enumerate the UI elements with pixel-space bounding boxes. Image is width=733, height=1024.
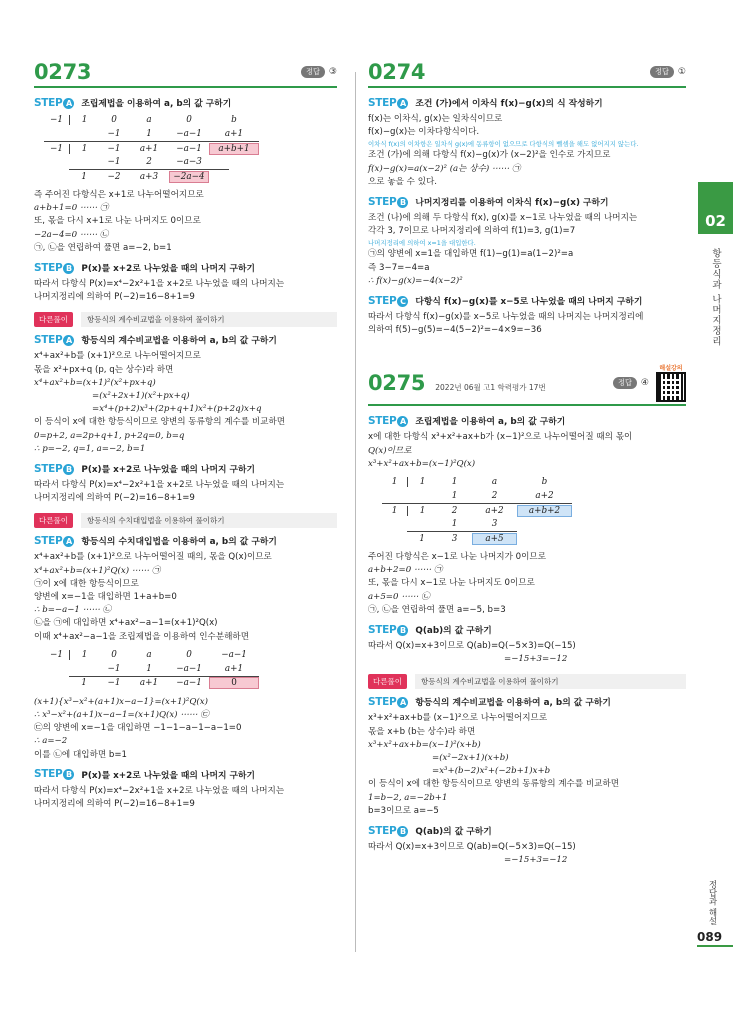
problem-number: 0273: [34, 60, 92, 84]
cell: −1: [50, 143, 63, 154]
answer-section-label: 정답과 해설: [707, 880, 717, 926]
step-title: 나머지정리를 이용하여 이차식 f(x)−g(x) 구하기: [415, 198, 609, 209]
table-row: [382, 503, 572, 517]
problem-header-0274: [368, 60, 686, 88]
cell: 2: [451, 505, 458, 516]
cell: a: [491, 477, 498, 488]
cell: −a−1: [176, 663, 202, 674]
solution-line: =(x²+2x+1)(x²+px+q): [92, 391, 190, 402]
solution-line: ㉠, ㉡을 연립하여 풀면 a=−2, b=1: [34, 242, 172, 253]
solution-line: ∴ a=−2: [34, 736, 68, 747]
solution-line: x³+x²+ax+b=(x−1)²Q(x): [368, 458, 476, 469]
left-column: [34, 60, 337, 811]
step-title: 항등식의 계수비교법을 이용하여 a, b의 값 구하기: [81, 336, 277, 347]
cell: a: [146, 649, 152, 660]
cell: 1: [146, 663, 152, 674]
cell: 0: [186, 115, 192, 125]
solution-line: 따라서 Q(x)=x+3이므로 Q(ab)=Q(−5×3)=Q(−15): [368, 842, 576, 853]
solution-line: ∴ f(x)−g(x)=−4(x−2)²: [368, 275, 463, 286]
problem-header-0273: [34, 60, 337, 88]
cell: 0: [111, 649, 117, 660]
alt-solution-tag: 다른풀이: [34, 312, 73, 327]
solution-line: 1=b−2, a=−2b+1: [368, 792, 448, 803]
solution-line: =−15+3=−12: [504, 855, 568, 866]
solution-line: 또, 몫을 다시 x−1로 나눈 나머지도 0이므로: [368, 578, 535, 589]
step-title: 조립제법을 이용하여 a, b의 값 구하기: [81, 99, 232, 109]
step-title: P(x)를 x+2로 나누었을 때의 나머지 구하기: [81, 465, 256, 476]
step-a-heading: [34, 534, 337, 547]
cell: 1: [391, 505, 398, 516]
step-b-tag: STEP B: [34, 768, 74, 780]
solution-line: ㉠, ㉡을 연립하여 풀면 a=−5, b=3: [368, 604, 506, 615]
step-a-heading: [34, 333, 337, 346]
cell: 3: [451, 533, 458, 544]
chapter-title: 항등식과 나머지정리: [710, 248, 721, 347]
cell: 1: [451, 477, 458, 488]
step-b-heading: [368, 195, 686, 208]
right-column: [368, 60, 686, 868]
solution-line: 주어진 다항식은 x−1로 나눈 나머지가 0이므로: [368, 552, 547, 563]
cell: a+1: [224, 129, 244, 139]
table-row: [44, 127, 259, 141]
remainder-highlight: a+b+1: [209, 143, 259, 155]
cell: 1: [407, 506, 437, 516]
solution-line: 각각 3, 7이므로 나머지정리에 의하여 f(1)=3, g(1)=7: [368, 226, 576, 237]
table-row: [69, 169, 229, 183]
step-a-tag: STEP A: [34, 97, 74, 109]
cell: a+3: [139, 171, 159, 182]
table-row: [44, 155, 259, 169]
solution-line: −2a−4=0 ⋯⋯ ㉡: [34, 229, 109, 240]
solution-line: =x⁴+(p+2)x³+(2p+q+1)x²+(p+2q)x+q: [92, 404, 262, 415]
chapter-tab: [698, 182, 733, 234]
cell: 0: [111, 115, 117, 125]
solution-line: 이때 x⁴+ax²−a−1을 조립제법을 이용하여 인수분해하면: [34, 631, 250, 642]
cell: 1: [451, 519, 458, 530]
solution-line: 0=p+2, a=2p+q+1, p+2q=0, b=q: [34, 430, 185, 441]
solution-line: 나머지정리에 의하여 P(−2)=16−8+1=9: [34, 799, 195, 810]
step-b-tag: STEP B: [34, 463, 74, 475]
step-c-tag: STEP C: [368, 295, 408, 307]
step-b-heading: [34, 768, 337, 781]
step-a-tag: STEP A: [368, 696, 408, 708]
step-b-heading: [34, 462, 337, 475]
solution-line: x³+x²+ax+b를 (x−1)²으로 나누어떨어지므로: [368, 713, 548, 724]
cell: 0: [186, 649, 192, 660]
alt-solution-desc: 항등식의 계수비교법을 이용하여 풀이하기: [415, 674, 686, 689]
step-a-heading: [368, 695, 686, 708]
table-row: [382, 475, 572, 489]
cell: 1: [81, 171, 87, 182]
cell: 1: [419, 533, 425, 544]
step-b-heading: [368, 824, 686, 837]
cell: 3: [491, 519, 498, 530]
cell: 1: [69, 115, 99, 125]
solution-line: b=3이므로 a=−5: [368, 805, 439, 816]
synthetic-division-table: [44, 113, 259, 183]
step-title: Q(ab)의 값 구하기: [415, 626, 492, 637]
solution-line: 따라서 다항식 f(x)−g(x)를 x−5로 나누었을 때의 나머지는 나머지정리에: [368, 312, 644, 323]
solution-line: 양변에 x=−1을 대입하면 1+a+b=0: [34, 592, 177, 603]
cell: −a−1: [176, 678, 202, 689]
solution-line: 조건 (가)에 의해 다항식 f(x)−g(x)가 (x−2)²을 인수로 가지므로: [368, 150, 611, 161]
synthetic-division-table: [382, 475, 572, 545]
step-a-heading: [368, 96, 686, 109]
cell: b: [541, 477, 548, 488]
solution-line: 몫을 x+b (b는 상수)라 하면: [368, 726, 476, 737]
cell: 1: [146, 129, 152, 139]
column-divider: [355, 72, 356, 952]
cell: a+1: [224, 663, 244, 674]
qr-label: 해설강의: [659, 365, 683, 373]
cell: −1: [107, 678, 121, 689]
solution-line: f(x)는 이차식, g(x)는 일차식이므로: [368, 114, 503, 124]
solution-line: 이 등식이 x에 대한 항등식이므로 양변의 동류항의 계수를 비교하면: [34, 417, 286, 428]
solution-line: ㉢의 양변에 x=−1을 대입하면 −1−1−a−1−a−1=0: [34, 723, 242, 734]
cell: −a−1: [221, 649, 247, 660]
alt-solution-bar: [368, 674, 686, 689]
solution-line: f(x)−g(x)=a(x−2)² (a는 상수) ⋯⋯ ㉠: [368, 163, 521, 174]
solution-line: 따라서 다항식 P(x)=x⁴−2x²+1을 x+2로 나누었을 때의 나머지는: [34, 480, 285, 491]
page-number-underline: [697, 945, 733, 947]
cell: −1: [107, 157, 121, 167]
step-b-heading: [368, 623, 686, 636]
step-a-heading: [34, 96, 337, 109]
lecture-qr[interactable]: [656, 363, 686, 402]
step-a-heading: [368, 414, 686, 427]
solution-line: 따라서 다항식 P(x)=x⁴−2x²+1을 x+2로 나누었을 때의 나머지는: [34, 785, 285, 796]
step-title: 다항식 f(x)−g(x)를 x−5로 나누었을 때의 나머지 구하기: [415, 297, 643, 308]
solution-line: 즉 3−7=−4=a: [368, 262, 430, 273]
solution-line: x⁴+ax²+b를 (x+1)²으로 나누어떨어질 때의, 몫을 Q(x)이므로: [34, 552, 272, 563]
step-a-tag: STEP A: [368, 415, 408, 427]
cell: a+1: [139, 143, 159, 154]
step-title: 조건 (가)에서 이차식 f(x)−g(x)의 식 작성하기: [415, 99, 603, 109]
cell: −1: [107, 143, 121, 154]
qr-code-icon[interactable]: [656, 372, 686, 402]
solution-line: 즉 주어진 다항식은 x+1로 나누어떨어지므로: [34, 190, 204, 200]
solution-line: 또, 몫을 다시 x+1로 나눈 나머지도 0이므로: [34, 216, 201, 227]
solution-line: ∴ b=−a−1 ⋯⋯ ㉡: [34, 605, 112, 616]
solution-line: 이 등식이 x에 대한 항등식이므로 양변의 동류항의 계수를 비교하면: [368, 779, 620, 790]
cell: −1: [50, 649, 63, 660]
alt-solution-desc: 항등식의 계수비교법을 이용하여 풀이하기: [81, 312, 337, 327]
solution-line: 이를 ㉡에 대입하면 b=1: [34, 749, 128, 760]
cell: 2: [491, 491, 498, 502]
cell: a+2: [485, 505, 504, 516]
table-row: [69, 676, 259, 690]
cell: −a−3: [176, 157, 202, 167]
table-row: [382, 517, 572, 531]
remainder-highlight: a+b+2: [517, 505, 572, 517]
alt-solution-tag: 다른풀이: [34, 513, 73, 528]
table-row: [382, 489, 572, 503]
solution-line: a+5=0 ⋯⋯ ㉡: [368, 591, 430, 602]
step-a-tag: STEP A: [34, 535, 74, 547]
cell: a: [146, 115, 152, 125]
step-b-tag: STEP B: [368, 825, 408, 837]
problem-header-0275: [368, 363, 686, 406]
solution-line: ㉠이 x에 대한 항등식이므로: [34, 578, 139, 589]
table-row: [44, 662, 259, 676]
solution-line: a+b+1=0 ⋯⋯ ㉠: [34, 203, 109, 214]
alt-solution-tag: 다른풀이: [368, 674, 407, 689]
solution-line: =x³+(b−2)x²+(−2b+1)x+b: [432, 766, 551, 777]
cell: −2: [107, 171, 121, 182]
solution-line: 의하여 f(5)−g(5)=−4(5−2)²=−4×9=−36: [368, 325, 542, 336]
answer-badge: 정답: [650, 66, 674, 78]
step-c-heading: [368, 294, 686, 307]
step-b-tag: STEP B: [368, 196, 408, 208]
solution-line: ㉡을 ㉠에 대입하면 x⁴+ax²−a−1=(x+1)²Q(x): [34, 618, 218, 629]
side-note: 이차식 f(x)의 이차항은 일차식 g(x)에 동류항이 없으므로 다항식의 뺄셈을 해도 없어지지 않는다.: [368, 140, 639, 149]
solution-line: x⁴+ax²+b=(x+1)²(x²+px+q): [34, 377, 156, 388]
page-number: 089: [697, 930, 723, 944]
solution-line: ∴ p=−2, q=1, a=−2, b=1: [34, 443, 146, 454]
solution-line: 몫을 x²+px+q (p, q는 상수)라 하면: [34, 364, 174, 375]
solution-line: 따라서 다항식 P(x)=x⁴−2x²+1을 x+2로 나누었을 때의 나머지는: [34, 279, 285, 290]
step-title: Q(ab)의 값 구하기: [415, 827, 492, 838]
synthetic-division-table: [44, 648, 259, 690]
solution-line: Q(x)이므로: [368, 445, 412, 456]
alt-solution-bar: [34, 312, 337, 327]
cell: −1: [107, 129, 121, 139]
cell: −a−1: [176, 143, 202, 154]
answer-value: ①: [677, 67, 686, 77]
cell: b: [231, 115, 237, 125]
cell: 1: [69, 650, 99, 660]
solution-line: 나머지정리에 의하여 P(−2)=16−8+1=9: [34, 493, 195, 504]
side-note: 나머지정리에 의하여 x=1을 대입한다.: [368, 239, 476, 248]
solution-line: 조건 (나)에 의해 두 다항식 f(x), g(x)를 x−1로 나누었을 때의 나머지는: [368, 213, 638, 224]
step-b-heading: [34, 261, 337, 274]
solution-line: 따라서 Q(x)=x+3이므로 Q(ab)=Q(−5×3)=Q(−15): [368, 641, 576, 652]
step-title: P(x)를 x+2로 나누었을 때의 나머지 구하기: [81, 264, 256, 275]
table-row: [44, 141, 259, 155]
step-title: P(x)를 x+2로 나누었을 때의 나머지 구하기: [81, 770, 256, 781]
solution-line: x에 대한 다항식 x³+x²+ax+b가 (x−1)²으로 나누어떨어질 때의 몫이: [368, 432, 633, 443]
table-row: [44, 648, 259, 662]
cell: a+1: [139, 678, 159, 689]
answer-badge: 정답: [301, 66, 325, 78]
cell: 1: [451, 491, 458, 502]
solution-line: =(x²−2x+1)(x+b): [432, 753, 509, 764]
solution-line: x⁴+ax²+b를 (x+1)²으로 나누어떨어지므로: [34, 351, 201, 362]
table-row: [44, 113, 259, 127]
solution-line: x³+x²+ax+b=(x−1)²(x+b): [368, 739, 481, 750]
problem-number: 0275: [368, 370, 426, 395]
solution-line: 나머지정리에 의하여 P(−2)=16−8+1=9: [34, 292, 195, 303]
answer-badge: 정답: [613, 377, 637, 389]
cell: a+2: [535, 491, 554, 502]
step-b-tag: STEP B: [34, 262, 74, 274]
step-title: 항등식의 수치대입법을 이용하여 a, b의 값 구하기: [81, 537, 277, 548]
solution-line: 으로 놓을 수 있다.: [368, 176, 438, 187]
cell: −1: [50, 115, 63, 125]
alt-solution-bar: [34, 513, 337, 528]
solution-line: ∴ x³−x²+(a+1)x−a−1=(x+1)Q(x) ⋯⋯ ㉢: [34, 710, 209, 721]
problem-number: 0274: [368, 60, 426, 84]
answer-value: ④: [640, 377, 649, 388]
cell: 1: [69, 144, 99, 154]
step-title: 조립제법을 이용하여 a, b의 값 구하기: [415, 417, 566, 428]
solution-line: x⁴+ax²+b=(x+1)²Q(x) ⋯⋯ ㉠: [34, 565, 161, 576]
answer-value: ③: [328, 67, 337, 77]
remainder-highlight: a+5: [472, 533, 517, 545]
solution-line: =−15+3=−12: [504, 654, 568, 665]
cell: 1: [81, 678, 87, 689]
solution-line: f(x)−g(x)는 이차다항식이다.: [368, 127, 480, 138]
step-title: 항등식의 계수비교법을 이용하여 a, b의 값 구하기: [415, 698, 611, 709]
alt-solution-desc: 항등식의 수치대입법을 이용하여 풀이하기: [81, 513, 337, 528]
step-b-tag: STEP B: [368, 624, 408, 636]
cell: −a−1: [176, 129, 202, 139]
remainder-highlight: −2a−4: [169, 171, 209, 183]
solution-line: ㉠의 양변에 x=1을 대입하면 f(1)−g(1)=a(1−2)²=a: [368, 249, 574, 260]
problem-source: 2022년 06월 고1 학력평가 17번: [435, 382, 546, 392]
cell: 1: [407, 477, 437, 487]
table-row: [407, 531, 517, 545]
remainder-highlight: 0: [209, 677, 259, 689]
step-a-tag: STEP A: [368, 97, 408, 109]
solution-line: (x+1){x³−x²+(a+1)x−a−1}=(x+1)²Q(x): [34, 696, 208, 707]
cell: 1: [391, 477, 398, 488]
solution-line: a+b+2=0 ⋯⋯ ㉠: [368, 565, 443, 576]
cell: 2: [146, 157, 152, 167]
cell: −1: [107, 663, 121, 674]
step-a-tag: STEP A: [34, 334, 74, 346]
chapter-number: 02: [705, 212, 726, 230]
